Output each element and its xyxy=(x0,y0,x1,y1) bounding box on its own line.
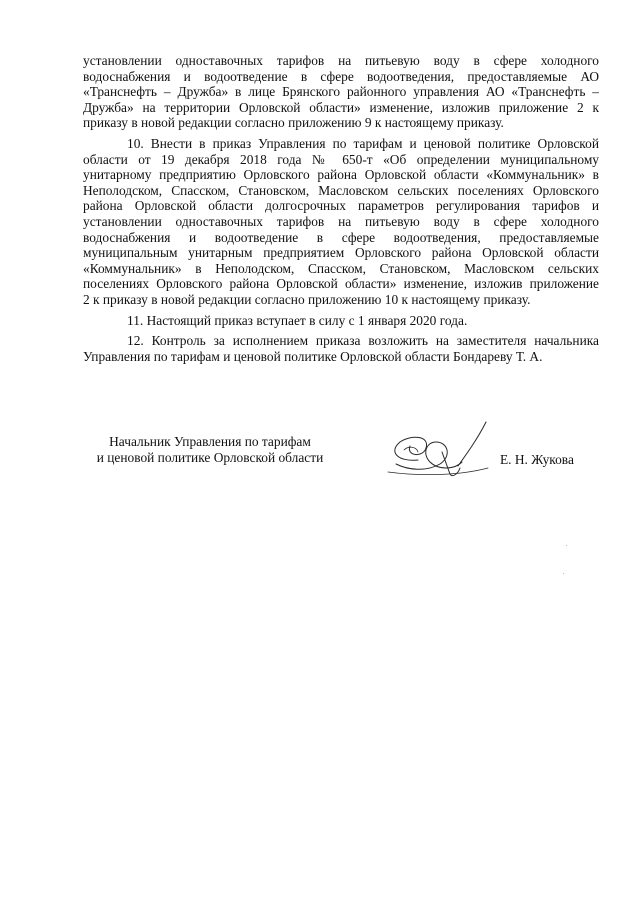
scan-speck xyxy=(563,573,564,574)
signatory-title-line: Начальник Управления по тарифам xyxy=(109,434,311,449)
handwritten-signature xyxy=(378,412,498,492)
signatory-title-line: и ценовой политике Орловской области xyxy=(96,450,324,465)
text-line: приказу в новой редакции согласно приложению 9 к настоящему приказу. xyxy=(83,115,504,131)
text-line: 11. Настоящий приказ вступает в силу с 1 января 2020 года. xyxy=(127,312,468,328)
text-line: водоснабжения и водоотведение в сфере водоотведения, предоставляемые xyxy=(83,229,599,245)
text-line: Неполодском, Спасском, Становском, Масловском сельских поселениях Орловского xyxy=(83,182,599,198)
text-line: установлении одноставочных тарифов на питьевую воду в сфере холодного xyxy=(83,53,599,68)
text-line: «Коммунальник» в Неполодском, Спасском, Становском, Масловском сельских xyxy=(83,260,599,276)
text-line: 2 к приказу в новой редакции согласно приложению 10 к настоящему приказу. xyxy=(83,291,531,307)
text-line: водоснабжения и водоотведение в сфере водоотведения, предоставляемые АО xyxy=(83,68,599,84)
text-line: 12. Контроль за исполнением приказа возложить на заместителя начальника xyxy=(127,333,599,349)
text-line: Дружба» на территории Орловской области» изменение, изложив приложение 2 к xyxy=(83,99,599,115)
text-line: муниципальным унитарным предприятием Орловского района Орловской области xyxy=(83,245,599,261)
paragraph-10 xyxy=(83,136,599,308)
text-line: 10. Внести в приказ Управления по тарифам и ценовой политике Орловской xyxy=(127,135,599,151)
paragraph-9-continuation xyxy=(83,53,599,131)
signatory-name: Е. Н. Жукова xyxy=(500,452,574,467)
paragraph-12 xyxy=(83,333,599,364)
text-line: унитарному предприятию Орловского района Орловской области «Коммунальник» в xyxy=(83,167,599,183)
document-body xyxy=(83,53,599,364)
signature-block xyxy=(0,434,639,514)
scan-speck xyxy=(566,545,567,546)
text-line: поселениях Орловского района Орловской области» изменение, изложив приложение xyxy=(83,276,599,292)
text-line: «Транснефть – Дружба» в лице Брянского районного управления АО «Транснефть – xyxy=(83,84,599,100)
text-line: установлении одноставочных тарифов на питьевую воду в сфере холодного xyxy=(83,213,599,229)
text-line: области от 19 декабря 2018 года № 650-т «Об определении муниципальному xyxy=(83,151,599,167)
signatory-title xyxy=(80,434,340,466)
paragraph-11 xyxy=(83,313,599,329)
text-line: района Орловской области долгосрочных параметров регулирования тарифов и xyxy=(83,198,599,214)
text-line: Управления по тарифам и ценовой политике Орловской области Бондареву Т. А. xyxy=(83,348,543,364)
